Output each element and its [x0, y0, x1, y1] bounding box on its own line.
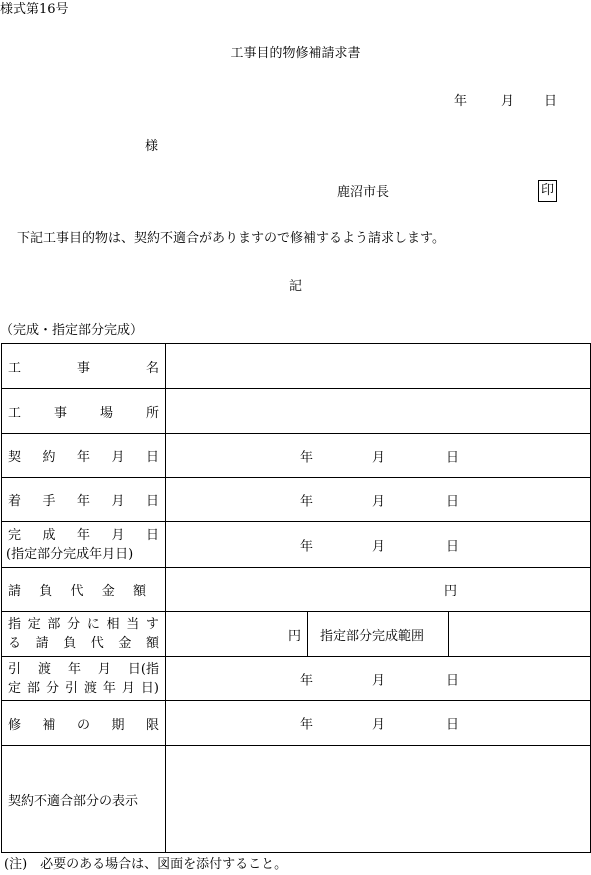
label-partial-amount [2, 612, 166, 657]
char: 成 [42, 527, 56, 543]
char: 年 [67, 661, 81, 677]
char: の [76, 717, 90, 733]
completion-date-sub-label: (指定部分完成年月日) [6, 546, 134, 562]
char: 金 [101, 584, 115, 599]
char: 渡 [37, 661, 51, 677]
year-unit: 年 [300, 450, 314, 465]
month-unit: 月 [372, 450, 386, 465]
char: 代 [70, 584, 84, 599]
day-unit: 日 [446, 494, 460, 509]
repair-request-table [1, 343, 591, 853]
yen-unit: 円 [444, 584, 458, 599]
char: 限 [145, 717, 159, 733]
char: 部 [26, 680, 40, 696]
char: 部 [47, 617, 61, 632]
value-nonconformity [166, 746, 591, 853]
year-unit: 年 [300, 494, 314, 509]
label-work-place [2, 389, 166, 434]
row-repair-deadline [2, 701, 591, 746]
char: 月 [121, 680, 135, 696]
char: 年 [76, 494, 90, 509]
char: 日(指 [127, 661, 159, 677]
char: 月 [111, 494, 125, 509]
document-title: 工事目的物修補請求書 [230, 46, 361, 61]
value-repair-deadline [166, 701, 591, 746]
date-year-label: 年 [453, 94, 467, 109]
month-unit: 月 [372, 717, 386, 733]
char: 月 [97, 661, 111, 677]
row-nonconformity [2, 746, 591, 853]
char: 負 [39, 584, 53, 599]
char: 代 [90, 636, 104, 651]
nonconformity-text: 契約不適合部分の表示 [8, 793, 139, 809]
label-contract-date [2, 434, 166, 478]
char: 約 [42, 450, 56, 465]
form-number: 様式第16号 [0, 2, 69, 17]
label-work-name [2, 344, 166, 389]
char: 分 [67, 617, 81, 632]
month-unit: 月 [372, 673, 386, 688]
footer-note: (注) 必要のある場合は、図面を添付すること。 [4, 857, 288, 872]
char: 額 [132, 584, 146, 599]
value-work-place [166, 389, 591, 434]
char: る [8, 636, 22, 651]
row-work-place [2, 389, 591, 434]
value-delivery-date [166, 657, 591, 701]
month-unit: 月 [372, 494, 386, 509]
char: 補 [42, 717, 56, 733]
char: 工 [8, 405, 22, 421]
char: 請 [35, 636, 49, 651]
char: 着 [8, 494, 22, 509]
value-completion-date [166, 522, 591, 568]
char: 年 [76, 450, 90, 465]
char: 事 [53, 405, 67, 421]
label-repair-deadline [2, 701, 166, 746]
month-unit: 月 [372, 539, 386, 554]
char: 日 [145, 450, 159, 465]
year-unit: 年 [300, 673, 314, 688]
char: 所 [145, 405, 159, 421]
row-contract-amount [2, 568, 591, 612]
value-partial-scope [449, 612, 591, 657]
value-work-name [166, 344, 591, 389]
label-delivery-date [2, 657, 166, 701]
year-unit: 年 [300, 717, 314, 733]
char: 日 [145, 527, 159, 543]
char: 定 [8, 680, 22, 696]
row-delivery-date [2, 657, 591, 701]
char: 定 [27, 617, 41, 632]
day-unit: 日 [446, 539, 460, 554]
label-start-date [2, 478, 166, 522]
char: 月 [111, 450, 125, 465]
char: 金 [118, 636, 132, 651]
char: 月 [111, 527, 125, 543]
char: 請 [8, 584, 22, 599]
char: 場 [99, 405, 113, 421]
char: 工 [8, 360, 22, 376]
year-unit: 年 [300, 539, 314, 554]
char: 年 [102, 680, 116, 696]
issuer-name: 鹿沼市長 [337, 185, 390, 200]
partial-scope-text: 指定部分完成範囲 [320, 628, 425, 644]
char: 事 [76, 360, 90, 376]
row-completion-date [2, 522, 591, 568]
seal-mark: 印 [538, 180, 557, 202]
char: に [86, 617, 100, 632]
row-partial-amount [2, 612, 591, 657]
value-partial-amount [166, 612, 308, 657]
row-start-date [2, 478, 591, 522]
value-start-date [166, 478, 591, 522]
request-statement: 下記工事目的物は、契約不適合がありますので修補するよう請求します。 [17, 231, 445, 246]
day-unit: 日 [446, 717, 460, 733]
char: 日) [140, 680, 159, 696]
date-month-label: 月 [500, 94, 514, 109]
char: 修 [8, 717, 22, 733]
yen-unit: 円 [287, 628, 301, 644]
value-contract-date [166, 434, 591, 478]
char: 額 [145, 636, 159, 651]
date-day-label: 日 [543, 94, 557, 109]
char: 年 [76, 527, 90, 543]
char: 引 [8, 661, 22, 677]
label-contract-amount [2, 568, 166, 612]
table-subtitle: （完成・指定部分完成） [0, 323, 144, 338]
char: 当 [126, 617, 140, 632]
char: 相 [106, 617, 120, 632]
day-unit: 日 [446, 673, 460, 688]
value-contract-amount [166, 568, 591, 612]
document-date [454, 95, 557, 108]
char: 期 [111, 717, 125, 733]
ki-heading: 記 [288, 279, 302, 294]
row-contract-date [2, 434, 591, 478]
label-completion-date [2, 522, 166, 568]
char: 名 [145, 360, 159, 376]
row-work-name [2, 344, 591, 389]
char: 日 [145, 494, 159, 509]
char: 手 [42, 494, 56, 509]
label-partial-scope [308, 612, 449, 657]
char: 分 [45, 680, 59, 696]
addressee-suffix: 様 [145, 139, 159, 154]
char: 契 [8, 450, 22, 465]
char: 渡 [83, 680, 97, 696]
char: 負 [63, 636, 77, 651]
char: 完 [8, 527, 22, 543]
char: 指 [8, 617, 22, 632]
day-unit: 日 [446, 450, 460, 465]
char: 引 [64, 680, 78, 696]
label-nonconformity [2, 746, 166, 853]
char: す [145, 617, 159, 632]
